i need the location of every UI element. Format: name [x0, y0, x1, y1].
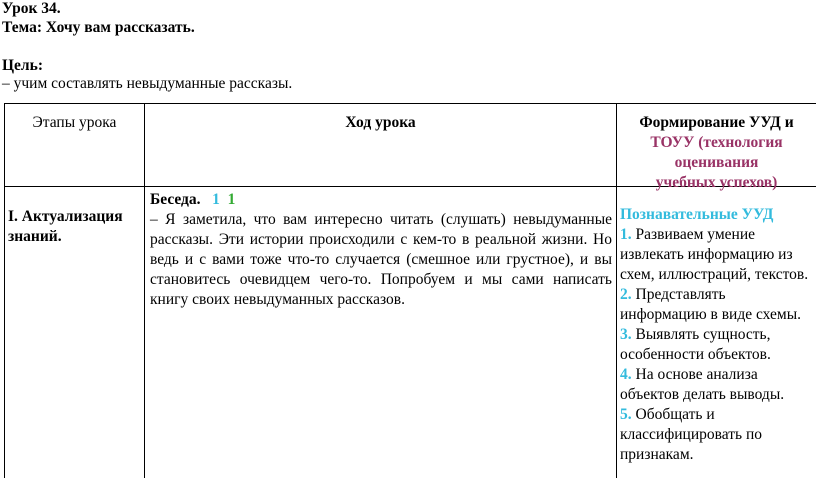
col-header-stages: Этапы урока: [32, 114, 117, 131]
activity-text-line-1: – Я заметила, что вам интересно читать (слушать) невыдуманные: [150, 211, 612, 228]
uud-item-5-line-2: классифицировать по: [620, 426, 762, 443]
activity-text-line-2: рассказы. Эти истории происходили с кем-то в реальной жизни. Но: [150, 231, 612, 248]
goal-text: – учим составлять невыдуманные рассказы.: [2, 75, 293, 92]
activity-mark-green: 1: [227, 191, 236, 208]
uud-title: Познавательные УУД: [620, 206, 774, 223]
stage-line-2: знаний.: [8, 228, 62, 245]
col-header-lesson-flow: Ход урока: [345, 114, 416, 131]
uud-item-4-number: 4.: [620, 366, 632, 383]
stage-cell: [8, 207, 142, 247]
lesson-number: Урок 34.: [2, 0, 61, 17]
goal-label: Цель:: [2, 57, 43, 74]
uud-item-1-number: 1.: [620, 226, 632, 243]
uud-item-3-line-1: [620, 325, 816, 345]
uud-item-4-text-1: На основе анализа: [635, 366, 758, 383]
uud-item-3-text-1: Выявлять сущность,: [635, 326, 771, 343]
lesson-topic: Тема: Хочу вам рассказать.: [2, 19, 195, 36]
table-border-left: [4, 103, 5, 478]
uud-item-5-line-1: [620, 405, 816, 425]
activity-heading: [150, 190, 612, 210]
uud-item-2-line-1: [620, 285, 816, 305]
col-header-touu-line3: учебных успехов): [655, 174, 778, 191]
uud-item-1-line-2: извлекать информацию из: [620, 246, 793, 263]
col-header-uud-line1: Формирование УУД и: [639, 114, 794, 131]
activity-text-line-4: становитесь очевидцем чего-то. Попробуем и мы сами написать: [150, 271, 612, 288]
activity-text-line-5: книгу своих невыдуманных рассказов.: [150, 291, 405, 308]
uud-item-4-line-2: объектов делать выводы.: [620, 386, 785, 403]
uud-item-2-line-2: информацию в виде схемы.: [620, 306, 801, 323]
uud-item-5-line-3: признакам.: [620, 446, 694, 463]
col-header-touu-line2: оценивания: [674, 154, 759, 171]
uud-item-2-text-1: Представлять: [635, 286, 726, 303]
uud-item-1-line-1: [620, 225, 816, 245]
uud-item-1-line-3: схем, иллюстраций, текстов.: [620, 266, 809, 283]
table-border-top: [4, 103, 816, 104]
uud-item-5-text-1: Обобщать и: [635, 406, 715, 423]
uud-item-5-number: 5.: [620, 406, 632, 423]
uud-item-4-line-1: [620, 365, 816, 385]
uud-item-3-number: 3.: [620, 326, 632, 343]
activity-label: Беседа.: [150, 191, 201, 208]
uud-item-1-text-1: Развиваем умение: [635, 226, 755, 243]
activity-cell: [150, 190, 612, 310]
uud-item-3-line-2: особенности объектов.: [620, 346, 771, 363]
uud-cell: [620, 205, 816, 465]
col-header-uud: [617, 113, 816, 193]
activity-text-line-3: ведь и с вами тоже что-то случается (смешное или грустное), и вы: [150, 251, 612, 268]
uud-item-2-number: 2.: [620, 286, 632, 303]
table-border-col1: [144, 103, 145, 478]
col-header-touu-line1: ТОУУ (технология: [650, 134, 783, 151]
stage-line-1: I. Актуализация: [8, 208, 123, 225]
activity-mark-cyan: 1: [212, 191, 220, 208]
